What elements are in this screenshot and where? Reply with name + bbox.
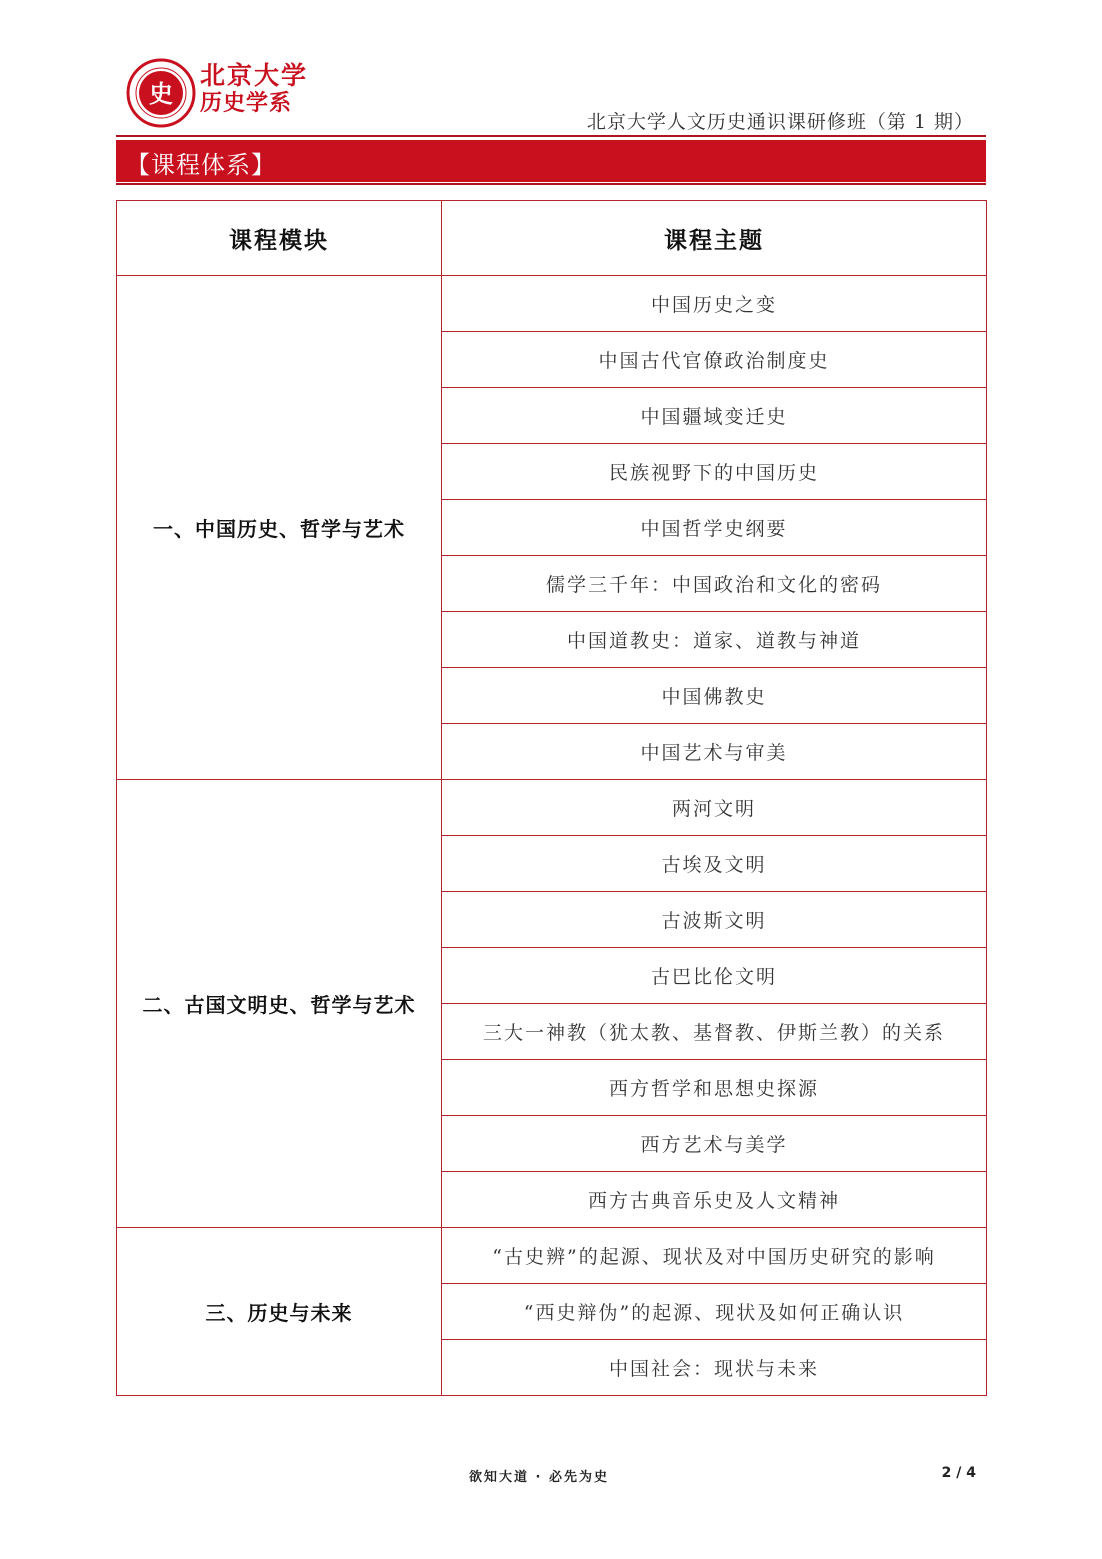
topic-cell: 两河文明 [442, 780, 987, 836]
topic-cell: 古埃及文明 [442, 836, 987, 892]
topic-cell: 古巴比伦文明 [442, 948, 987, 1004]
topic-cell: 中国佛教史 [442, 668, 987, 724]
table-header-row [117, 201, 987, 276]
table-row [117, 780, 987, 836]
topic-cell: 中国历史之变 [442, 276, 987, 332]
curriculum-table [116, 200, 987, 1396]
topic-cell: 三大一神教（犹太教、基督教、伊斯兰教）的关系 [442, 1004, 987, 1060]
header-module: 课程模块 [117, 201, 442, 276]
section-divider [116, 183, 986, 185]
topic-cell: 西方艺术与美学 [442, 1116, 987, 1172]
module-cell: 二、古国文明史、哲学与艺术 [117, 780, 442, 1228]
topic-cell: 西方哲学和思想史探源 [442, 1060, 987, 1116]
topic-cell: 中国社会：现状与未来 [442, 1340, 987, 1396]
svg-text:史: 史 [149, 80, 173, 108]
topic-cell: 中国哲学史纲要 [442, 500, 987, 556]
topic-cell: “古史辨”的起源、现状及对中国历史研究的影响 [442, 1228, 987, 1284]
topic-cell: 民族视野下的中国历史 [442, 444, 987, 500]
topic-cell: 西方古典音乐史及人文精神 [442, 1172, 987, 1228]
section-heading: 【课程体系】 [126, 151, 276, 179]
program-title: 北京大学人文历史通识课研修班（第 1 期） [586, 111, 974, 133]
page-number: 2 / 4 [941, 1465, 976, 1481]
logo-department-name: 历史学系 [200, 91, 293, 116]
topic-cell: 古波斯文明 [442, 892, 987, 948]
topic-cell: “西史辩伪”的起源、现状及如何正确认识 [442, 1284, 987, 1340]
module-cell: 一、中国历史、哲学与艺术 [117, 276, 442, 780]
footer-motto: 欲知大道 · 必先为史 [469, 1470, 609, 1485]
topic-cell: 中国疆域变迁史 [442, 388, 987, 444]
department-logo-wordmark [200, 62, 308, 118]
topic-cell: 中国古代官僚政治制度史 [442, 332, 987, 388]
logo-university-name: 北京大学 [200, 61, 309, 90]
department-logo-seal [126, 58, 196, 128]
topic-cell: 中国艺术与审美 [442, 724, 987, 780]
module-cell: 三、历史与未来 [117, 1228, 442, 1396]
header-topic: 课程主题 [442, 201, 987, 276]
topic-cell: 儒学三千年：中国政治和文化的密码 [442, 556, 987, 612]
header-divider [116, 135, 986, 137]
table-row [117, 276, 987, 332]
section-heading-bar [116, 140, 986, 182]
table-row [117, 1228, 987, 1284]
topic-cell: 中国道教史：道家、道教与神道 [442, 612, 987, 668]
